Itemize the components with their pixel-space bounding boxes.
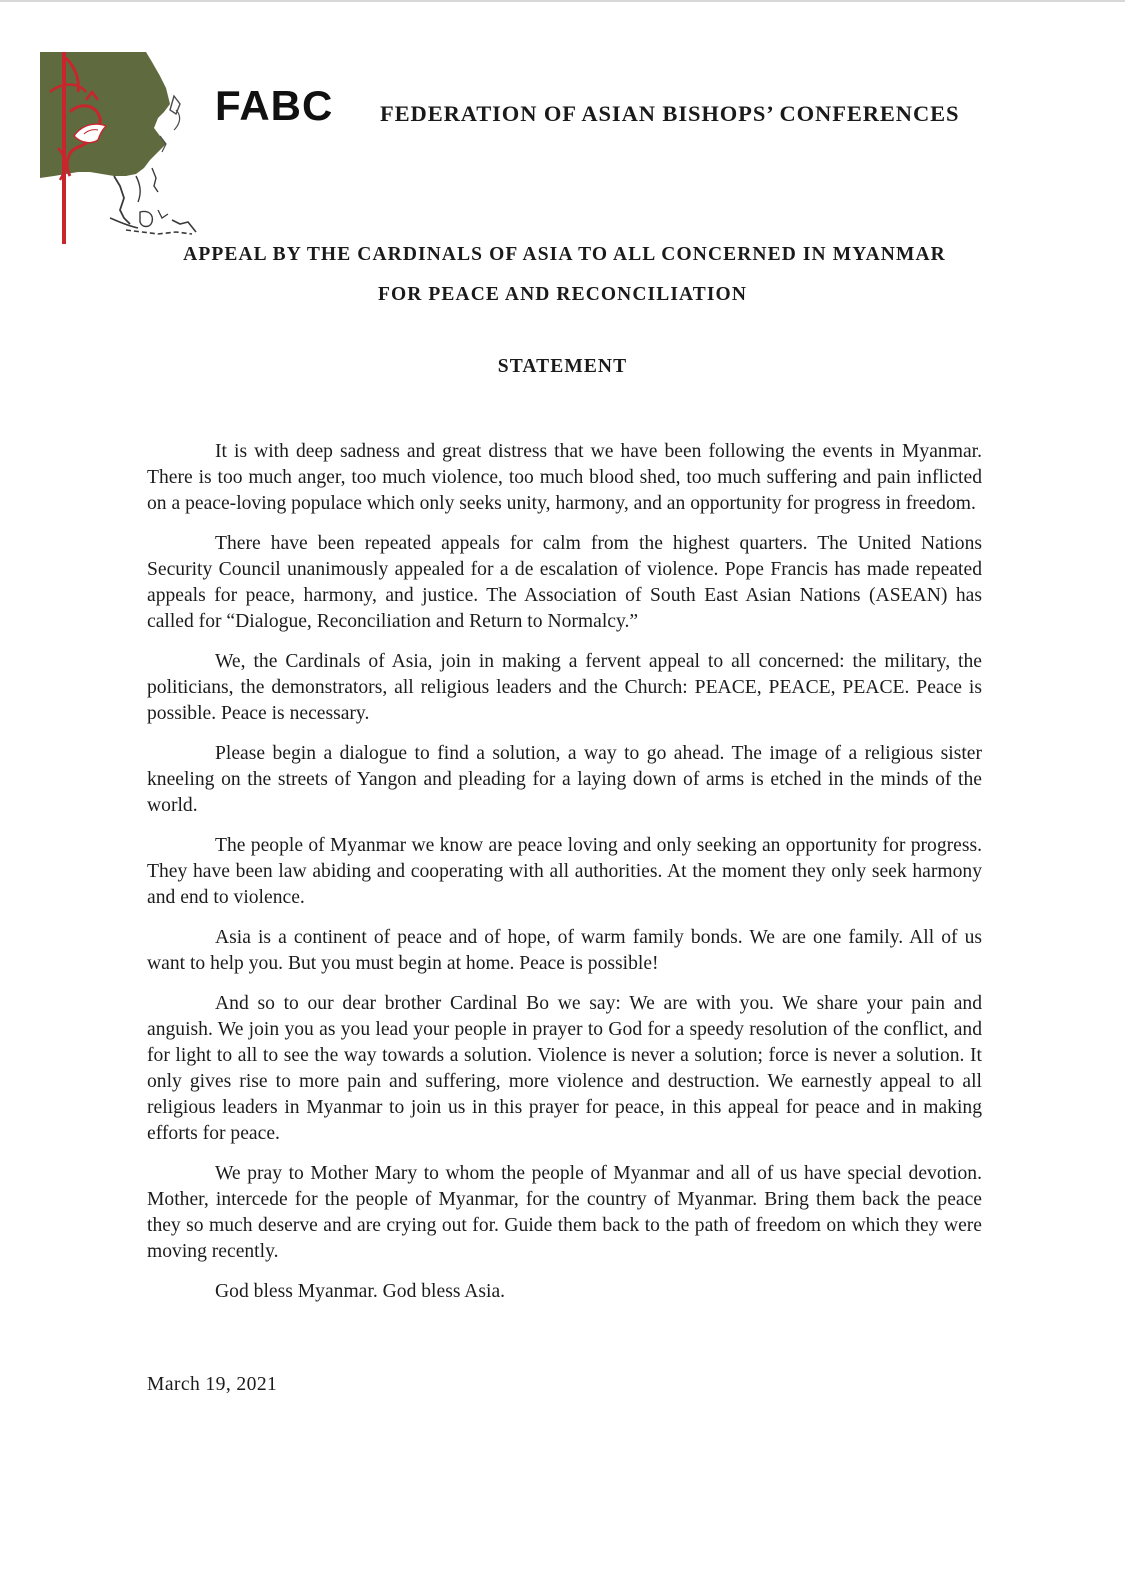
paragraph: Please begin a dialogue to find a solution, a way to go ahead. The image of a religious sister kneeling on the streets of Yangon and pleading for a laying down of arms is etched in the minds of the world. (147, 743, 982, 816)
paragraph: We pray to Mother Mary to whom the people of Myanmar and all of us have special devotion. Mother, intercede for the people of Myanmar, for the country of Myanmar. Bring them back the peace they so much deserve and are crying out for. Guide them back to the path of freedom on which they were moving recently. (147, 1163, 982, 1262)
paragraph: Asia is a continent of peace and of hope, of warm family bonds. We are one family. All of us want to help you. But you must begin at home. Peace is possible! (147, 927, 982, 974)
paragraph: It is with deep sadness and great distress that we have been following the events in Myanmar. There is too much anger, too much violence, too much blood shed, too much suffering and pain inflicted on a peace-loving populace which only seeks unity, harmony, and an opportunity for progress in freedom. (147, 441, 982, 514)
document-title-line-1: APPEAL BY THE CARDINALS OF ASIA TO ALL CONCERNED IN MYANMAR (183, 244, 946, 265)
org-acronym: FABC (215, 82, 334, 129)
paragraph: The people of Myanmar we know are peace loving and only seeking an opportunity for progress. They have been law abiding and cooperating with all authorities. At the moment they only seek harmony and end to violence. (147, 835, 982, 908)
statement-heading: STATEMENT (497, 356, 628, 377)
statement-date: March 19, 2021 (147, 1374, 278, 1395)
org-name: FEDERATION OF ASIAN BISHOPS’ CONFERENCES (380, 101, 960, 126)
fabc-logo-icon (40, 52, 200, 244)
paragraph: We, the Cardinals of Asia, join in making a fervent appeal to all concerned: the military, the politicians, the demonstrators, all religious leaders and the Church: PEACE, PEACE, PEACE. Peace is possible. Peace is necessary. (147, 651, 982, 724)
closing-blessing: God bless Myanmar. God bless Asia. (215, 1281, 506, 1302)
document-title-line-2: FOR PEACE AND RECONCILIATION (377, 284, 747, 305)
top-border (0, 0, 1125, 2)
asia-map-shape (40, 52, 170, 178)
paragraph: And so to our dear brother Cardinal Bo we say: We are with you. We share your pain and anguish. We join you as you lead your people in prayer to God for a speedy resolution of the conflict, and for light to all to see the way towards a solution. Violence is never a solution; force is never a solution. It only gives rise to more pain and suffering, more violence and destruction. We earnestly appeal to all religious leaders in Myanmar to join us in this prayer for peace, in this appeal for peace and in making efforts for peace. (147, 993, 982, 1144)
statement-body (147, 439, 982, 1319)
paragraph: There have been repeated appeals for calm from the highest quarters. The United Nations Security Council unanimously appealed for a de escalation of violence. Pope Francis has made repeated appeals for peace, harmony, and justice. The Association of South East Asian Nations (ASEAN) has called for “Dialogue, Reconciliation and Return to Normalcy.” (147, 533, 982, 632)
